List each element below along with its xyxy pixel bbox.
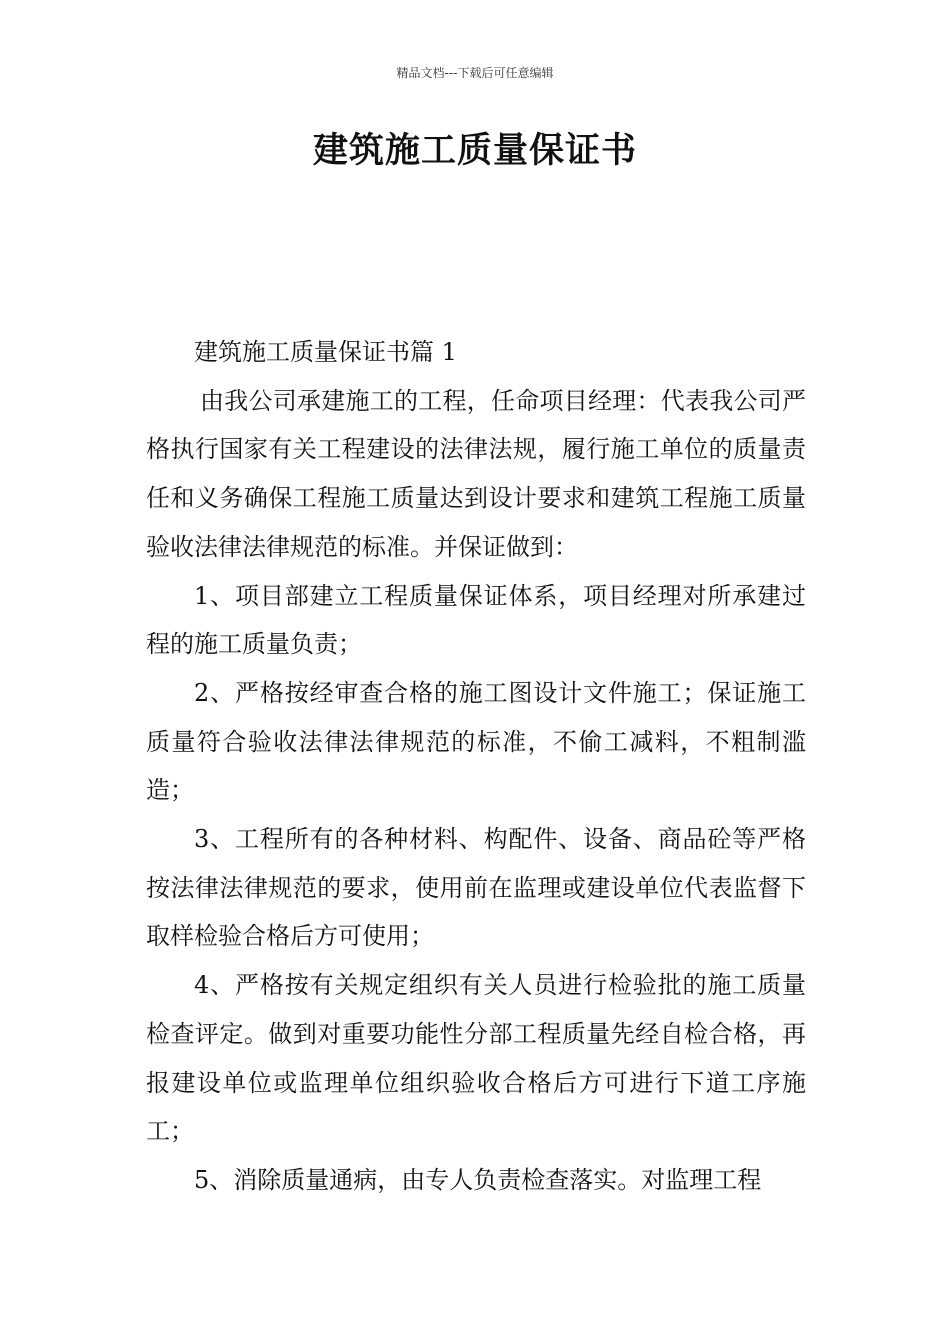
list-item: 3、工程所有的各种材料、构配件、设备、商品砼等严格按法律法律规范的要求，使用前在监理或建设单位代表监督下取样检验合格后方可使用； — [146, 825, 806, 951]
list-item: 1、项目部建立工程质量保证体系，项目经理对所承建过程的施工质量负责； — [146, 581, 806, 659]
page-header: 精品文档---下载后可任意编辑 — [396, 66, 554, 80]
document-title: 建筑施工质量保证书 — [312, 131, 637, 171]
list-item: 2、严格按经审查合格的施工图设计文件施工；保证施工质量符合验收法律法律规范的标准，不偷工减料，不粗制滥造； — [146, 678, 806, 805]
list-item: 5、消除质量通病，由专人负责检查落实。对监理工程 — [194, 1165, 762, 1194]
intro-paragraph: 由我公司承建施工的工程，任命项目经理：代表我公司严格执行国家有关工程建设的法律法规，履行施工单位的质量责任和义务确保工程施工质量达到设计要求和建筑工程施工质量验收法律法律规范的标准。并保证做到： — [146, 386, 806, 561]
list-item: 4、严格按有关规定组织有关人员进行检验批的施工质量检查评定。做到对重要功能性分部工程质量先经自检合格，再报建设单位或监理单位组织验收合格后方可进行下道工序施工； — [146, 971, 806, 1146]
section-heading: 建筑施工质量保证书篇 1 — [194, 338, 457, 366]
document-body — [146, 328, 806, 1205]
